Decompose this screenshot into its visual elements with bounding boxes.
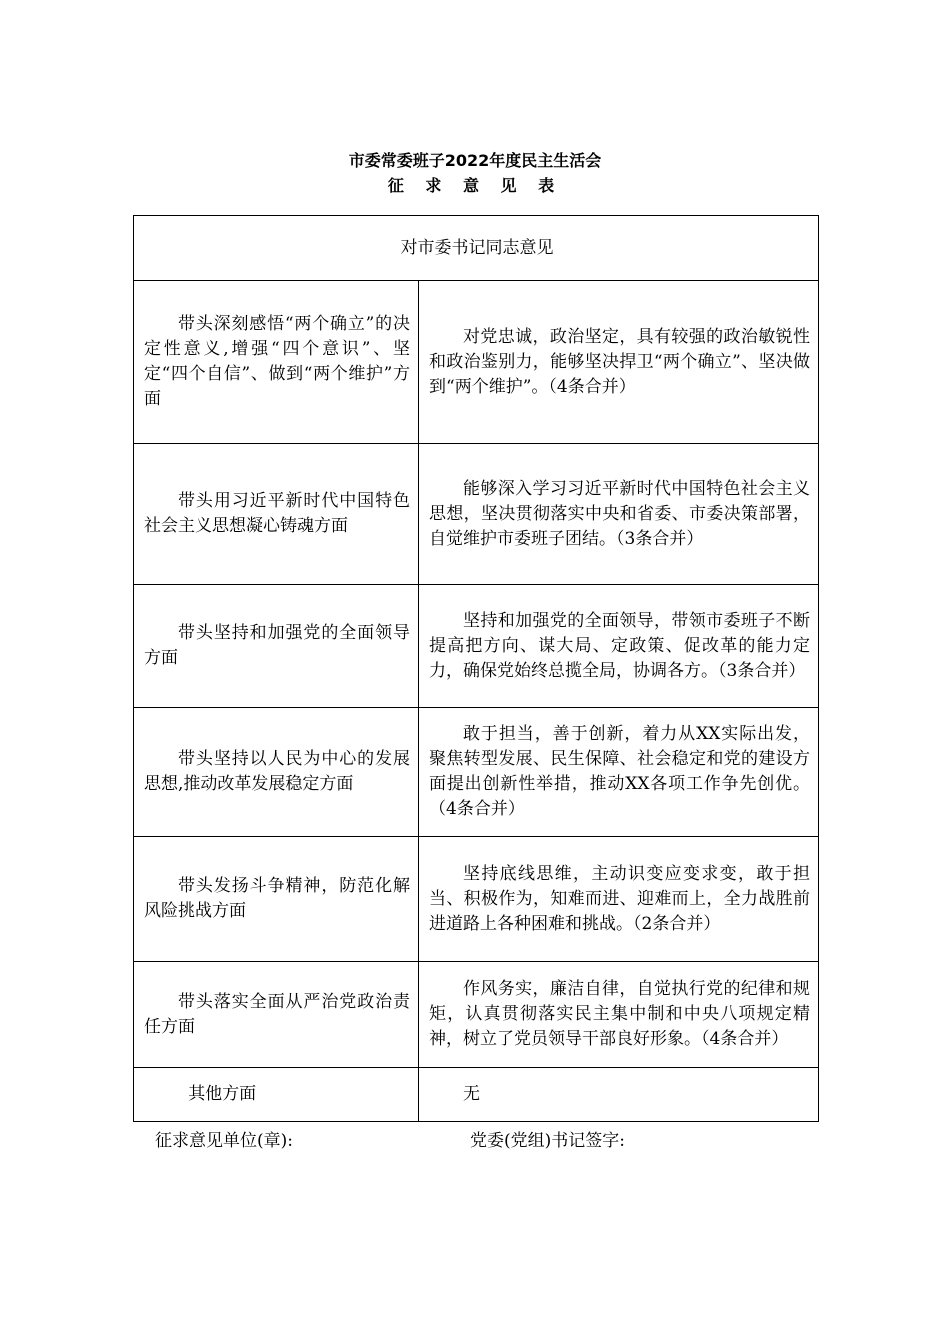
aspect-cell: 其他方面: [134, 1068, 419, 1122]
table-row: [134, 585, 819, 708]
table-header-row: [134, 216, 819, 281]
table-row: [134, 1068, 819, 1122]
document-title: 市委常委班子2022年度民主生活会: [348, 151, 602, 170]
opinion-table: [133, 215, 819, 1122]
table-row: [134, 708, 819, 837]
opinion-cell: 无: [419, 1068, 819, 1122]
table-row: [134, 837, 819, 962]
soliciting-unit-label: 征求意见单位(章):: [155, 1131, 293, 1151]
opinion-cell: 坚持和加强党的全面领导，带领市委班子不断提高把方向、谋大局、定政策、促改革的能力定力，确保党始终总揽全局，协调各方。（3条合并）: [419, 585, 819, 708]
secretary-signature-label: 党委(党组)书记签字:: [470, 1131, 625, 1151]
aspect-cell: 带头用习近平新时代中国特色社会主义思想凝心铸魂方面: [134, 444, 419, 585]
aspect-cell: 带头深刻感悟“两个确立”的决定性意义,增强“四个意识”、坚定“四个自信”、做到“两个维护”方面: [134, 281, 419, 444]
opinion-cell: 对党忠诚，政治坚定，具有较强的政治敏锐性和政治鉴别力，能够坚决捍卫“两个确立”、坚决做到“两个维护”。（4条合并）: [419, 281, 819, 444]
table-row: [134, 444, 819, 585]
aspect-cell: 带头发扬斗争精神，防范化解风险挑战方面: [134, 837, 419, 962]
aspect-cell: 带头落实全面从严治党政治责任方面: [134, 962, 419, 1068]
aspect-cell: 带头坚持和加强党的全面领导方面: [134, 585, 419, 708]
opinion-cell: 作风务实，廉洁自律，自觉执行党的纪律和规矩，认真贯彻落实民主集中制和中央八项规定精神，树立了党员领导干部良好形象。（4条合并）: [419, 962, 819, 1068]
table-header: 对市委书记同志意见: [134, 216, 819, 281]
opinion-cell: 敢于担当，善于创新，着力从XX实际出发，聚焦转型发展、民生保障、社会稳定和党的建设方面提出创新性举措，推动XX各项工作争先创优。（4条合并）: [419, 708, 819, 837]
opinion-cell: 坚持底线思维，主动识变应变求变，敢于担当、积极作为，知难而进、迎难而上，全力战胜前进道路上各种困难和挑战。（2条合并）: [419, 837, 819, 962]
document-subtitle: 征 求 意 见 表: [387, 176, 563, 195]
table-row: [134, 962, 819, 1068]
table-row: [134, 281, 819, 444]
aspect-cell: 带头坚持以人民为中心的发展思想,推动改革发展稳定方面: [134, 708, 419, 837]
opinion-cell: 能够深入学习习近平新时代中国特色社会主义思想，坚决贯彻落实中央和省委、市委决策部署，自觉维护市委班子团结。（3条合并）: [419, 444, 819, 585]
